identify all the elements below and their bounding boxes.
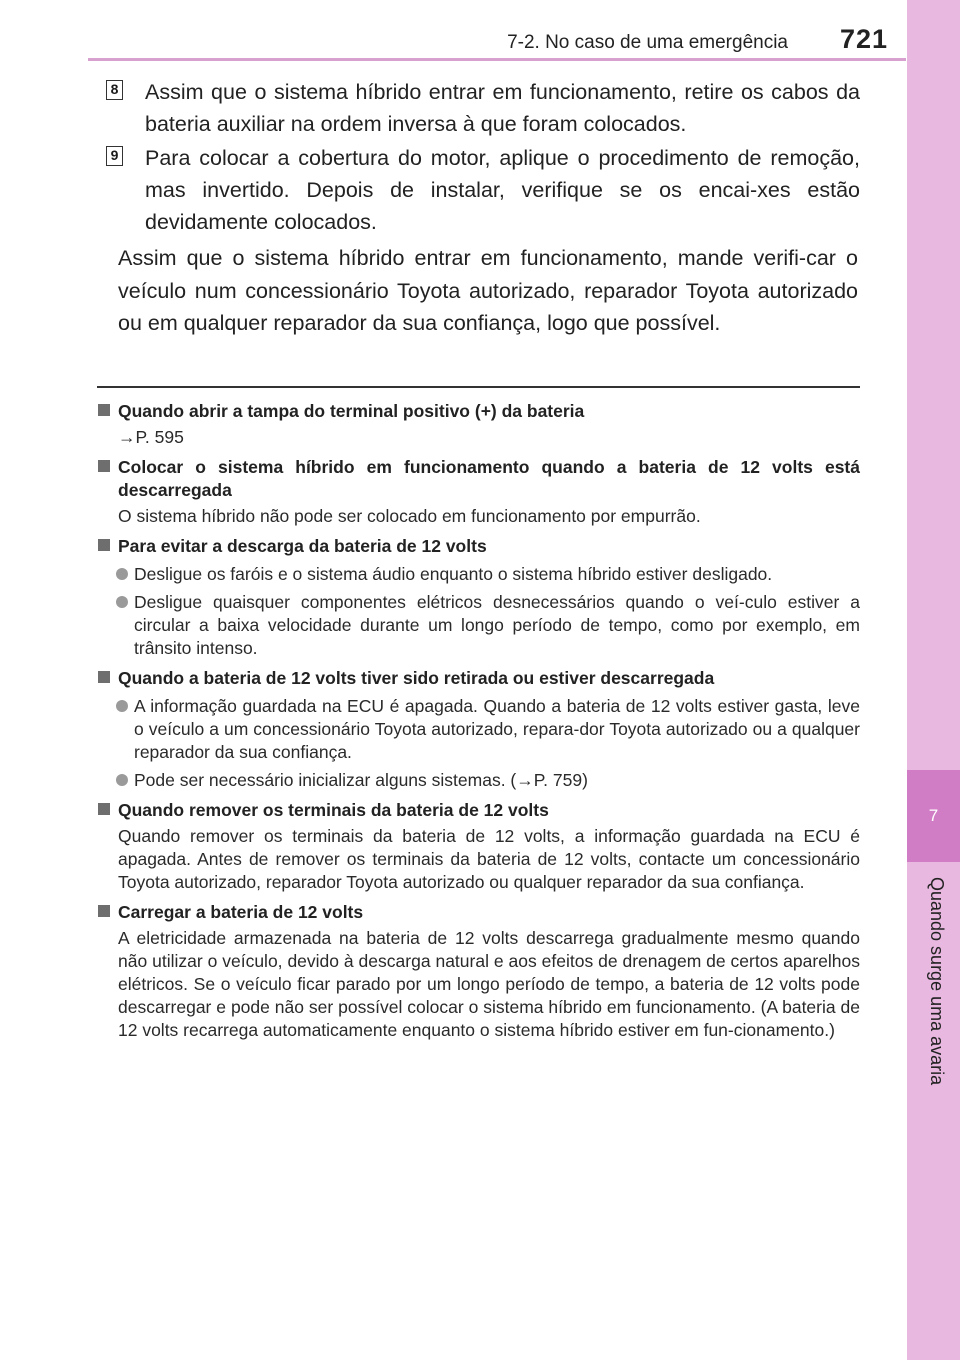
bullet-item: Desligue quaisquer componentes elétricos desnecessários quando o veí-culo estiver a circular a baixa velocidade durante um longo período de tempo, como por exemplo, em trânsito intenso. (98, 591, 860, 660)
note-item (98, 799, 860, 894)
note-text: O sistema híbrido não pode ser colocado em funcionamento por empurrão. (118, 506, 701, 526)
bullet-item: Pode ser necessário inicializar alguns sistemas. (→P. 759) (98, 769, 860, 792)
note-item (98, 400, 860, 449)
chapter-number: 7 (928, 806, 939, 825)
closing-paragraph: Assim que o sistema híbrido entrar em funcionamento, mande verifi-car o veículo num concessionário Toyota autorizado, reparador Toyota autorizado ou em qualquer reparador da sua confiança, logo que possível. (118, 246, 858, 335)
step-number-badge: 9 (106, 146, 123, 166)
section-divider (97, 386, 860, 388)
circle-bullet-icon (116, 568, 128, 580)
note-title: Colocar o sistema híbrido em funcionamento quando a bateria de 12 volts está descarregada (98, 456, 860, 502)
square-bullet-icon (98, 905, 110, 917)
circle-bullet-icon (116, 596, 128, 608)
note-title: Quando a bateria de 12 volts tiver sido retirada ou estiver descarregada (98, 667, 860, 690)
square-bullet-icon (98, 404, 110, 416)
step-text: Assim que o sistema híbrido entrar em funcionamento, retire os cabos da bateria auxiliar na ordem inversa à que foram colocados. (145, 80, 860, 136)
note-title: Quando abrir a tampa do terminal positivo (+) da bateria (98, 400, 860, 423)
step-8 (98, 76, 860, 140)
note-item (98, 535, 860, 660)
square-bullet-icon (98, 671, 110, 683)
note-text: →P. 595 (118, 427, 184, 447)
note-text: A eletricidade armazenada na bateria de 12 volts descarrega gradualmente mesmo quando não utilizar o veículo, devido à descarga natural e aos efeitos de drenagem de certos aparelhos elétricos. Se o veículo ficar parado por um longo período de tempo, a bateria de 12 volts pode descarregar e pode não ser possível colocar o sistema híbrido em funcionamento. (A bateria de 12 volts recarrega automaticamente enquanto o sistema híbrido estiver em fun-cionamento.) (118, 928, 860, 1040)
note-item (98, 667, 860, 792)
header-rule (88, 58, 906, 61)
note-text: Quando remover os terminais da bateria de 12 volts, a informação guardada na ECU é apagada. Antes de remover os terminais da bateria de 12 volts, contacte um concessionário Toyota autorizado, reparador Toyota autorizado ou qualquer reparador da sua confiança. (118, 826, 860, 892)
chapter-tab[interactable] (907, 770, 960, 862)
square-bullet-icon (98, 803, 110, 815)
square-bullet-icon (98, 460, 110, 472)
note-title: Carregar a bateria de 12 volts (98, 901, 860, 924)
note-item (98, 456, 860, 528)
chapter-sidebar (907, 0, 960, 1360)
circle-bullet-icon (116, 700, 128, 712)
square-bullet-icon (98, 539, 110, 551)
page-header (0, 0, 906, 62)
section-title: 7-2. No caso de uma emergência (507, 32, 788, 53)
note-item (98, 901, 860, 1042)
step-9 (98, 142, 860, 238)
chapter-label: Quando surge uma avaria (927, 877, 947, 1086)
page-number: 721 (839, 24, 888, 54)
notes-section (98, 400, 860, 1049)
note-title: Para evitar a descarga da bateria de 12 volts (98, 535, 860, 558)
note-title: Quando remover os terminais da bateria de 12 volts (98, 799, 860, 822)
bullet-item: Desligue os faróis e o sistema áudio enquanto o sistema híbrido estiver desligado. (98, 563, 860, 586)
bullet-item: A informação guardada na ECU é apagada. Quando a bateria de 12 volts estiver gasta, leve o veículo a um concessionário Toyota autorizado, repara-dor Toyota autorizado ou a qualquer reparador da sua confiança. (98, 695, 860, 764)
step-text: Para colocar a cobertura do motor, aplique o procedimento de remoção, mas invertido. Depois de instalar, verifique se os encai-xes estão devidamente colocados. (145, 146, 860, 234)
circle-bullet-icon (116, 774, 128, 786)
step-number-badge: 8 (106, 80, 123, 100)
